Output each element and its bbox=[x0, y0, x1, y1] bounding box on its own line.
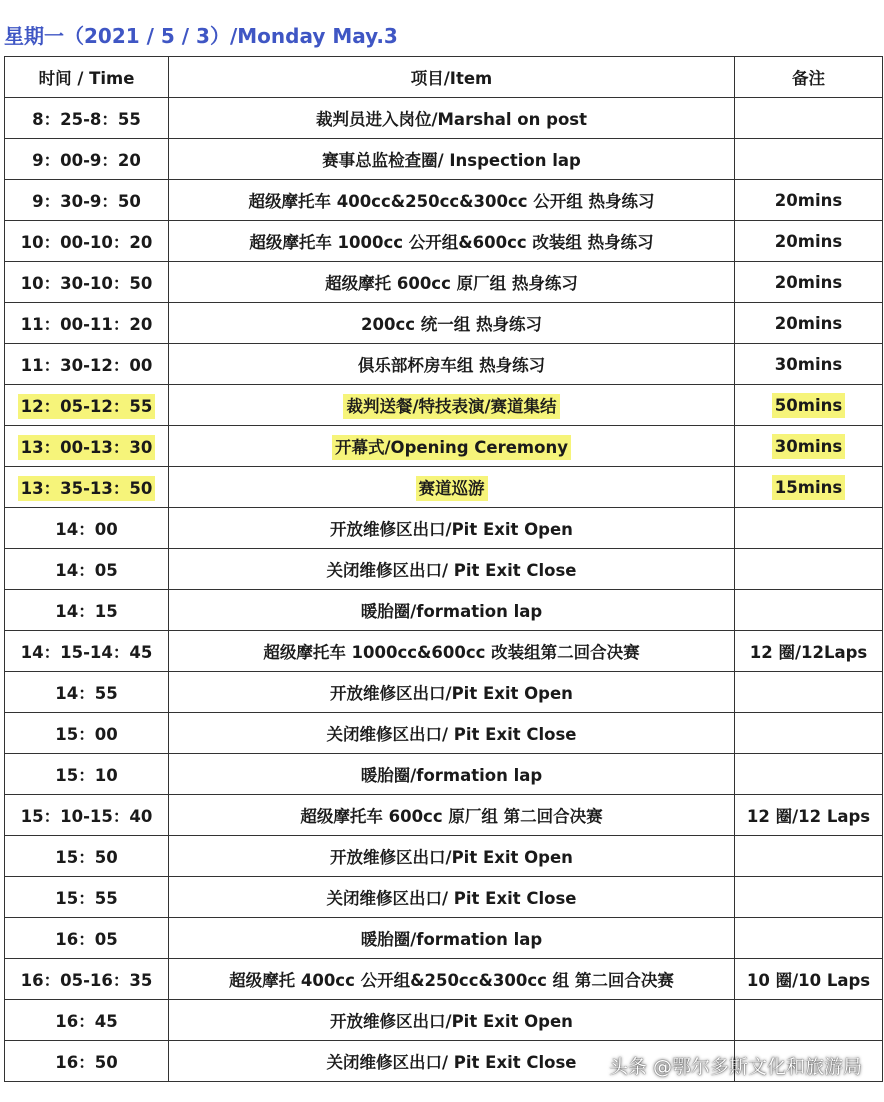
cell-time-text: 16：05-16：35 bbox=[20, 971, 153, 990]
cell-time bbox=[5, 590, 169, 631]
cell-time bbox=[5, 262, 169, 303]
cell-time-text: 15：55 bbox=[55, 889, 118, 908]
cell-item-text: 关闭维修区出口/ Pit Exit Close bbox=[326, 1053, 577, 1072]
table-row bbox=[5, 713, 883, 754]
cell-note-text: 20mins bbox=[774, 231, 843, 251]
table-row bbox=[5, 590, 883, 631]
table-row bbox=[5, 508, 883, 549]
cell-note bbox=[735, 549, 883, 590]
cell-note bbox=[735, 139, 883, 180]
cell-note-text: 15mins bbox=[772, 475, 845, 500]
cell-time bbox=[5, 139, 169, 180]
cell-note-text: 20mins bbox=[774, 272, 843, 292]
cell-item bbox=[169, 877, 735, 918]
cell-note-text: 50mins bbox=[772, 393, 845, 418]
cell-item-text: 暖胎圈/formation lap bbox=[360, 602, 543, 621]
cell-item-text: 裁判员进入岗位/Marshal on post bbox=[315, 110, 587, 129]
cell-time-text: 13：00-13：30 bbox=[18, 435, 156, 460]
cell-item-text: 开放维修区出口/Pit Exit Open bbox=[330, 848, 573, 867]
cell-item bbox=[169, 180, 735, 221]
cell-item bbox=[169, 795, 735, 836]
cell-time-text: 15：10-15：40 bbox=[20, 807, 153, 826]
cell-item bbox=[169, 508, 735, 549]
cell-time bbox=[5, 795, 169, 836]
cell-time bbox=[5, 508, 169, 549]
cell-time bbox=[5, 1000, 169, 1041]
cell-note-text: 30mins bbox=[774, 354, 843, 374]
table-row bbox=[5, 754, 883, 795]
table-row bbox=[5, 303, 883, 344]
cell-item-text: 超级摩托车 600cc 原厂组 第二回合决赛 bbox=[300, 807, 603, 826]
cell-time-text: 13：35-13：50 bbox=[18, 476, 156, 501]
cell-item bbox=[169, 672, 735, 713]
cell-time bbox=[5, 426, 169, 467]
cell-note bbox=[735, 590, 883, 631]
cell-note bbox=[735, 631, 883, 672]
cell-time-text: 14：55 bbox=[55, 684, 118, 703]
table-row bbox=[5, 795, 883, 836]
page-title: 星期一（2021 / 5 / 3）/Monday May.3 bbox=[4, 24, 398, 48]
cell-item-text: 暖胎圈/formation lap bbox=[360, 930, 543, 949]
cell-item-text: 超级摩托车 1000cc 公开组&600cc 改装组 热身练习 bbox=[249, 233, 654, 252]
cell-item-text: 超级摩托 400cc 公开组&250cc&300cc 组 第二回合决赛 bbox=[229, 971, 674, 990]
cell-time-text: 11：30-12：00 bbox=[20, 356, 153, 375]
column-header-time: 时间 / Time bbox=[5, 57, 169, 98]
cell-time bbox=[5, 303, 169, 344]
table-row bbox=[5, 180, 883, 221]
cell-item bbox=[169, 98, 735, 139]
cell-time-text: 16：05 bbox=[55, 930, 118, 949]
cell-time bbox=[5, 467, 169, 508]
table-header-row bbox=[5, 57, 883, 98]
cell-note bbox=[735, 426, 883, 467]
cell-note-text: 20mins bbox=[774, 313, 843, 333]
cell-note bbox=[735, 508, 883, 549]
table-row bbox=[5, 385, 883, 426]
cell-note-text: 12 圈/12 Laps bbox=[746, 807, 871, 826]
cell-item bbox=[169, 959, 735, 1000]
cell-time bbox=[5, 221, 169, 262]
cell-item-text: 关闭维修区出口/ Pit Exit Close bbox=[326, 725, 577, 744]
cell-item-text: 裁判送餐/特技表演/赛道集结 bbox=[343, 394, 559, 419]
cell-time-text: 10：00-10：20 bbox=[20, 233, 153, 252]
cell-time-text: 9：00-9：20 bbox=[32, 151, 141, 170]
cell-time bbox=[5, 672, 169, 713]
cell-item bbox=[169, 1000, 735, 1041]
cell-note-text: 30mins bbox=[772, 434, 845, 459]
cell-note bbox=[735, 713, 883, 754]
column-header-item: 项目/Item bbox=[169, 57, 735, 98]
table-row bbox=[5, 836, 883, 877]
cell-item-text: 超级摩托车 400cc&250cc&300cc 公开组 热身练习 bbox=[248, 192, 655, 211]
table-row bbox=[5, 959, 883, 1000]
cell-note bbox=[735, 385, 883, 426]
table-row bbox=[5, 262, 883, 303]
cell-note bbox=[735, 959, 883, 1000]
cell-item-text: 赛事总监检查圈/ Inspection lap bbox=[322, 151, 581, 170]
table-row bbox=[5, 549, 883, 590]
cell-time-text: 16：50 bbox=[55, 1053, 118, 1072]
cell-note bbox=[735, 754, 883, 795]
cell-item-text: 赛道巡游 bbox=[416, 476, 488, 501]
cell-time-text: 15：00 bbox=[55, 725, 118, 744]
cell-note bbox=[735, 262, 883, 303]
cell-time bbox=[5, 918, 169, 959]
cell-time bbox=[5, 344, 169, 385]
table-row bbox=[5, 918, 883, 959]
table-row bbox=[5, 221, 883, 262]
cell-time-text: 8：25-8：55 bbox=[32, 110, 141, 129]
cell-time bbox=[5, 98, 169, 139]
cell-time-text: 11：00-11：20 bbox=[20, 315, 153, 334]
cell-time bbox=[5, 549, 169, 590]
cell-item-text: 关闭维修区出口/ Pit Exit Close bbox=[326, 561, 577, 580]
cell-note bbox=[735, 918, 883, 959]
cell-time bbox=[5, 836, 169, 877]
cell-note bbox=[735, 344, 883, 385]
cell-note-text: 20mins bbox=[774, 190, 843, 210]
watermark-text: 头条 @鄂尔多斯文化和旅游局 bbox=[608, 1056, 862, 1078]
table-row bbox=[5, 1000, 883, 1041]
cell-item bbox=[169, 221, 735, 262]
table-row bbox=[5, 426, 883, 467]
cell-item-text: 俱乐部杯房车组 热身练习 bbox=[357, 356, 546, 375]
cell-time-text: 10：30-10：50 bbox=[20, 274, 153, 293]
cell-item bbox=[169, 836, 735, 877]
cell-item-text: 开放维修区出口/Pit Exit Open bbox=[330, 684, 573, 703]
cell-time-text: 12：05-12：55 bbox=[18, 394, 156, 419]
cell-time-text: 14：15-14：45 bbox=[20, 643, 153, 662]
cell-note bbox=[735, 795, 883, 836]
cell-note bbox=[735, 303, 883, 344]
cell-note bbox=[735, 467, 883, 508]
table-row bbox=[5, 672, 883, 713]
cell-time bbox=[5, 385, 169, 426]
cell-item-text: 超级摩托车 1000cc&600cc 改装组第二回合决赛 bbox=[263, 643, 640, 662]
cell-time-text: 9：30-9：50 bbox=[32, 192, 141, 211]
cell-time-text: 15：50 bbox=[55, 848, 118, 867]
cell-item bbox=[169, 303, 735, 344]
cell-time-text: 14：15 bbox=[55, 602, 118, 621]
cell-item bbox=[169, 344, 735, 385]
cell-time bbox=[5, 754, 169, 795]
cell-time bbox=[5, 959, 169, 1000]
cell-time-text: 15：10 bbox=[55, 766, 118, 785]
table-row bbox=[5, 877, 883, 918]
cell-time bbox=[5, 877, 169, 918]
table-row bbox=[5, 631, 883, 672]
cell-item bbox=[169, 631, 735, 672]
cell-item bbox=[169, 385, 735, 426]
cell-item-text: 200cc 统一组 热身练习 bbox=[361, 315, 542, 334]
cell-item bbox=[169, 918, 735, 959]
cell-item-text: 关闭维修区出口/ Pit Exit Close bbox=[326, 889, 577, 908]
schedule-table bbox=[4, 56, 883, 1082]
cell-time-text: 14：05 bbox=[55, 561, 118, 580]
column-header-note: 备注 bbox=[735, 57, 883, 98]
cell-item bbox=[169, 754, 735, 795]
cell-note-text: 10 圈/10 Laps bbox=[746, 971, 871, 990]
cell-item-text: 暖胎圈/formation lap bbox=[360, 766, 543, 785]
cell-item bbox=[169, 139, 735, 180]
cell-item bbox=[169, 467, 735, 508]
cell-time bbox=[5, 180, 169, 221]
cell-item bbox=[169, 262, 735, 303]
schedule-body bbox=[5, 98, 883, 1082]
cell-note bbox=[735, 672, 883, 713]
cell-item bbox=[169, 426, 735, 467]
cell-note bbox=[735, 221, 883, 262]
cell-time bbox=[5, 631, 169, 672]
cell-note bbox=[735, 98, 883, 139]
table-row bbox=[5, 467, 883, 508]
cell-note-text: 12 圈/12Laps bbox=[749, 643, 868, 662]
cell-note bbox=[735, 836, 883, 877]
cell-time bbox=[5, 1041, 169, 1082]
table-row bbox=[5, 139, 883, 180]
cell-note bbox=[735, 1000, 883, 1041]
cell-time-text: 14：00 bbox=[55, 520, 118, 539]
cell-item-text: 开放维修区出口/Pit Exit Open bbox=[330, 1012, 573, 1031]
cell-item-text: 超级摩托 600cc 原厂组 热身练习 bbox=[325, 274, 578, 293]
cell-time-text: 16：45 bbox=[55, 1012, 118, 1031]
table-row bbox=[5, 344, 883, 385]
cell-item bbox=[169, 590, 735, 631]
cell-item bbox=[169, 713, 735, 754]
table-row bbox=[5, 98, 883, 139]
cell-item-text: 开放维修区出口/Pit Exit Open bbox=[330, 520, 573, 539]
cell-item bbox=[169, 549, 735, 590]
cell-note bbox=[735, 180, 883, 221]
cell-time bbox=[5, 713, 169, 754]
cell-item-text: 开幕式/Opening Ceremony bbox=[332, 435, 571, 460]
cell-note bbox=[735, 877, 883, 918]
